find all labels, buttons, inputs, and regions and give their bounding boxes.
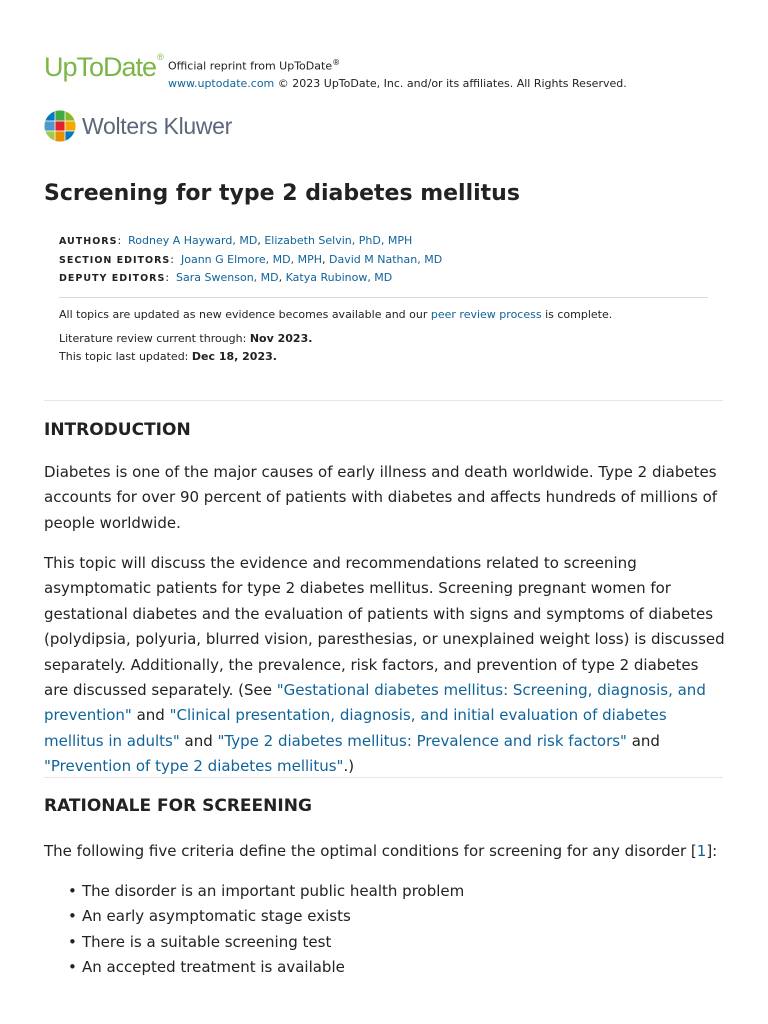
article-metadata: [59, 232, 708, 365]
reprint-notice: [168, 54, 627, 92]
last-updated-date: Dec 18, 2023.: [191, 349, 277, 363]
uptodate-site-link[interactable]: www.uptodate.com: [168, 76, 275, 90]
wolters-kluwer-mark-icon: [44, 110, 76, 142]
peer-review-link[interactable]: peer review process: [430, 307, 542, 321]
deputy-editor-link[interactable]: Sara Swenson, MD: [176, 271, 279, 284]
introduction-heading: INTRODUCTION: [44, 420, 191, 440]
rationale-heading: RATIONALE FOR SCREENING: [44, 796, 312, 816]
wolters-kluwer-name: Wolters Kluwer: [82, 112, 233, 139]
topic-link-prevention[interactable]: "Prevention of type 2 diabetes mellitus": [44, 757, 344, 776]
literature-review-line: Literature review current through: Nov 2023.: [59, 332, 313, 345]
metadata-divider: [59, 297, 708, 298]
copyright-text: © 2023 UpToDate, Inc. and/or its affiliates. All Rights Reserved.: [274, 76, 627, 90]
uptodate-logo-registered-mark: ®: [157, 52, 164, 62]
authors-label: AUTHORS: [59, 236, 118, 247]
reference-link[interactable]: 1: [696, 842, 707, 860]
section-divider: [44, 777, 723, 778]
list-item: • An accepted treatment is available: [44, 955, 464, 980]
authors-line: AUTHORS: Rodney A Hayward, MD, Elizabeth Selvin, PhD, MPH: [59, 234, 413, 247]
last-updated-line: This topic last updated: Dec 18, 2023.: [59, 349, 277, 363]
article-title: Screening for type 2 diabetes mellitus: [44, 181, 520, 206]
author-link[interactable]: Elizabeth Selvin, PhD, MPH: [264, 234, 413, 247]
topic-link-clinical-presentation[interactable]: "Clinical presentation, diagnosis, and initial evaluation of diabetes mellitus in adults": [44, 706, 667, 750]
screening-criteria-list: [44, 879, 464, 981]
update-note: All topics are updated as new evidence becomes available and our peer review process is complete.: [59, 307, 613, 321]
section-editor-link[interactable]: David M Nathan, MD: [329, 252, 443, 266]
list-item: • An early asymptomatic stage exists: [44, 904, 464, 929]
list-item: • There is a suitable screening test: [44, 930, 464, 955]
section-editors-label: SECTION EDITORS: [59, 254, 171, 266]
uptodate-logo-row: [44, 52, 164, 88]
topic-link-gestational-diabetes[interactable]: "Gestational diabetes mellitus: Screening, diagnosis, and prevention": [44, 681, 706, 725]
introduction-paragraph-2: This topic will discuss the evidence and recommendations related to screening asymptomatic patients for type 2 diabetes mellitus. Screening pregnant women for gestational diabetes and the evaluation of patients with signs and symptoms of diabetes (polydipsia, polyuria, blurred vision, paresthesias, or unexplained weight loss) is discussed separately. Additionally, the prevalence, risk factors, and prevention of type 2 diabetes are discussed separately. (See "Gestational diabetes mellitus: Screening, diagnosis, and prevention" and "Clinical presentation, diagnosis, and initial evaluation of diabetes mellitus in adults" and "Type 2 diabetes mellitus: Prevalence and risk factors" and "Prevention of type 2 diabetes mellitus".): [44, 554, 725, 776]
uptodate-logo: [44, 52, 164, 82]
rationale-intro: The following five criteria define the optimal conditions for screening for any disorder [1]:: [44, 842, 718, 860]
uptodate-logo-text: UpToDate: [44, 52, 157, 82]
topic-link-prevalence-risk-factors[interactable]: "Type 2 diabetes mellitus: Prevalence and risk factors": [217, 731, 627, 750]
section-editors-line: SECTION EDITORS: Joann G Elmore, MD, MPH, David M Nathan, MD: [59, 252, 443, 266]
section-divider: [44, 400, 723, 401]
reprint-registered-mark: ®: [332, 58, 341, 67]
literature-review-date: Nov 2023.: [249, 332, 313, 345]
introduction-paragraph-1: Diabetes is one of the major causes of early illness and death worldwide. Type 2 diabetes accounts for over 90 percent of patients with diabetes and affects hundreds of millions of people worldwide.: [44, 463, 718, 532]
author-link[interactable]: Rodney A Hayward, MD: [128, 234, 258, 247]
wolters-kluwer-logo: [44, 110, 232, 142]
deputy-editors-line: DEPUTY EDITORS: Sara Swenson, MD, Katya Rubinow, MD: [59, 271, 393, 284]
deputy-editor-link[interactable]: Katya Rubinow, MD: [285, 271, 393, 284]
deputy-editors-label: DEPUTY EDITORS: [59, 273, 166, 284]
section-editor-link[interactable]: Joann G Elmore, MD, MPH: [180, 252, 323, 266]
reprint-line: Official reprint from UpToDate: [168, 59, 333, 73]
list-item: • The disorder is an important public health problem: [44, 879, 464, 904]
